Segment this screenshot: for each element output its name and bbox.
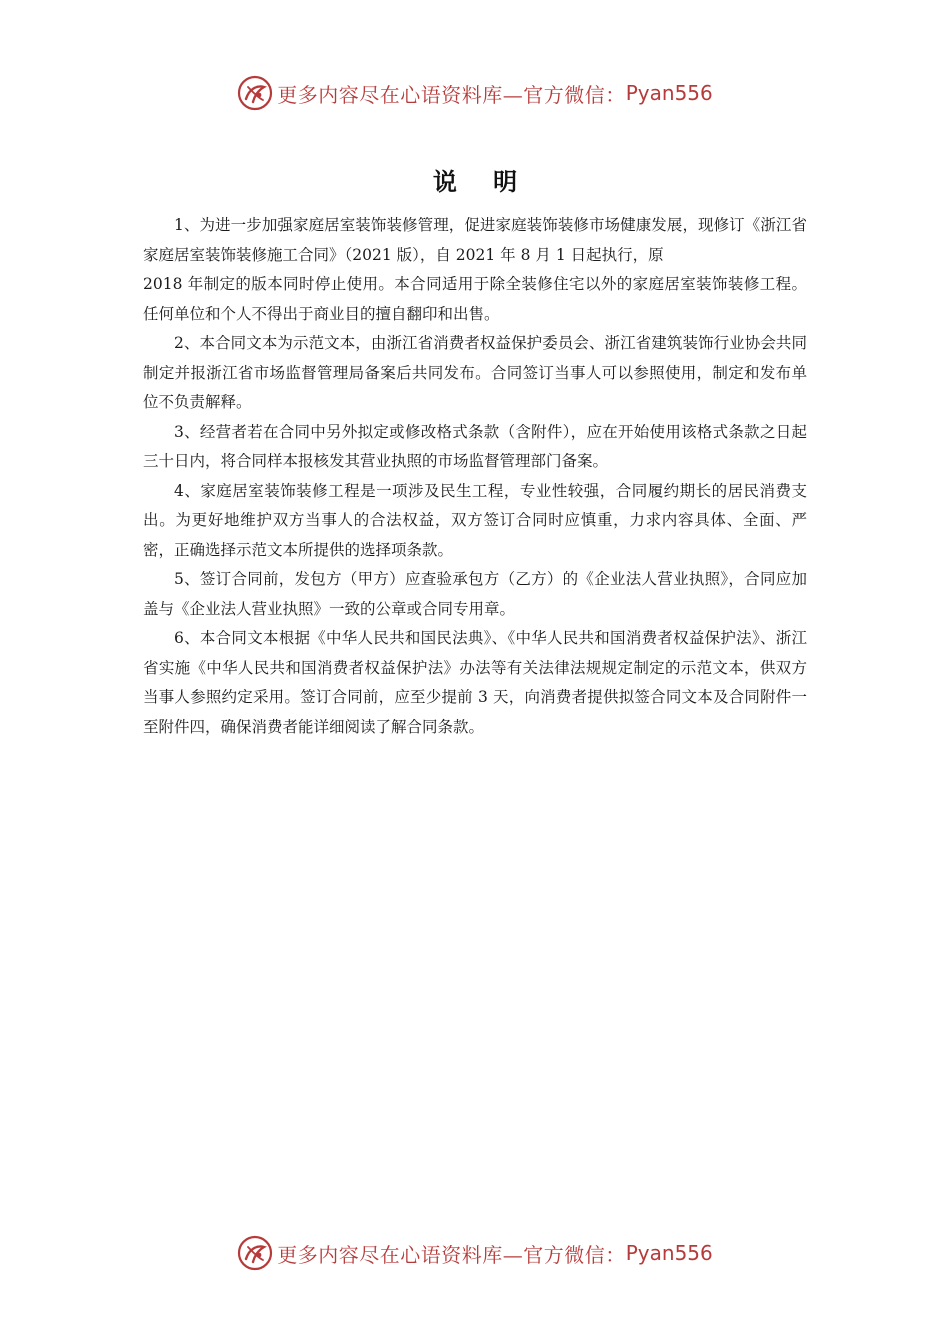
- footer-watermark: [0, 1228, 950, 1278]
- watermark-text: 更多内容尽在心语资料库—官方微信：: [277, 1242, 626, 1267]
- paragraph-3: 3、经营者若在合同中另外拟定或修改格式条款（含附件），应在开始使用该格式条款之日起三十日内，将合同样本报核发其营业执照的市场监督管理部门备案。: [143, 422, 807, 470]
- paragraph-4: 4、家庭居室装饰装修工程是一项涉及民生工程，专业性较强，合同履约期长的居民消费支出。为更好地维护双方当事人的合法权益，双方签订合同时应慎重，力求内容具体、全面、严密，正确选择示范文本所提供的选择项条款。: [143, 481, 807, 559]
- document-body: [143, 211, 807, 742]
- watermark-handle: Pyan556: [625, 81, 713, 105]
- red-seal-logo-icon: [237, 1235, 273, 1271]
- paragraph-2: 2、本合同文本为示范文本，由浙江省消费者权益保护委员会、浙江省建筑装饰行业协会共同制定并报浙江省市场监督管理局备案后共同发布。合同签订当事人可以参照使用，制定和发布单位不负责解释。: [143, 334, 807, 411]
- watermark-text: 更多内容尽在心语资料库—官方微信：: [277, 82, 626, 107]
- header-watermark: [0, 68, 950, 118]
- paragraph-5: 5、签订合同前，发包方（甲方）应查验承包方（乙方）的《企业法人营业执照》，合同应加盖与《企业法人营业执照》一致的公章或合同专用章。: [143, 570, 807, 618]
- paragraph-6: 6、本合同文本根据《中华人民共和国民法典》、《中华人民共和国消费者权益保护法》、浙江省实施《中华人民共和国消费者权益保护法》办法等有关法律法规规定制定的示范文本，供双方当事人参照约定采用。签订合同前，应至少提前 3 天，向消费者提供拟签合同文本及合同附件一至附件四，确保消费者能详细阅读了解合同条款。: [143, 629, 807, 736]
- paragraph-1-continued: 2018 年制定的版本同时停止使用。本合同适用于除全装修住宅以外的家庭居室装饰装修工程。任何单位和个人不得出于商业目的擅自翻印和出售。: [143, 275, 807, 323]
- red-seal-logo-icon: [237, 75, 273, 111]
- paragraph-1: 1、为进一步加强家庭居室装饰装修管理，促进家庭装饰装修市场健康发展，现修订《浙江省家庭居室装饰装修施工合同》（2021 版），自 2021 年 8 月 1 日起执行，原: [143, 216, 807, 264]
- watermark-handle: Pyan556: [625, 1241, 713, 1265]
- page-title: 说 明: [432, 167, 532, 196]
